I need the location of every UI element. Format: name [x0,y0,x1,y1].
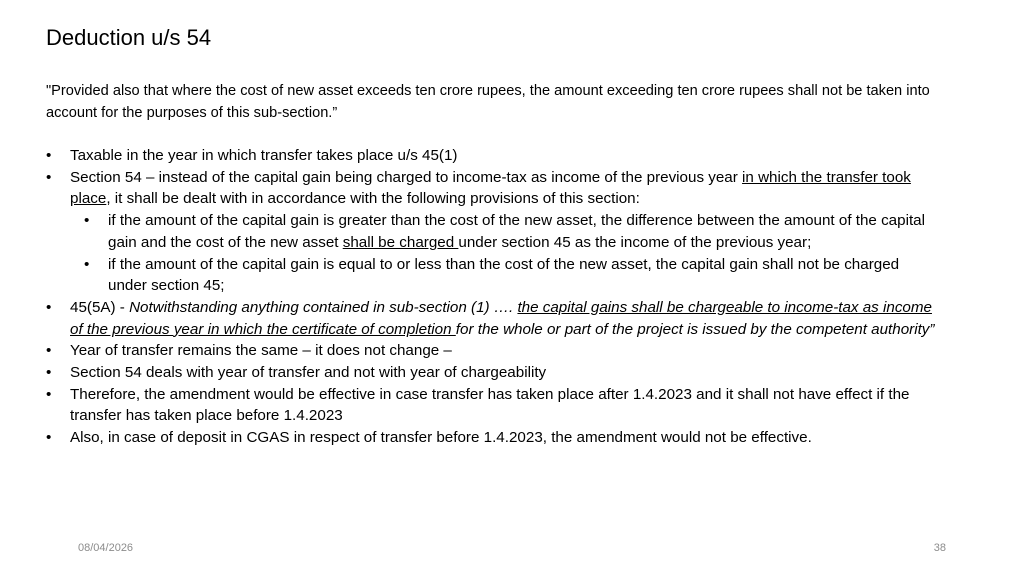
slide-title: Deduction u/s 54 [46,25,212,50]
page-number: 38 [933,542,946,554]
underlined-text: in which the transfer took place [70,168,911,208]
quote-paragraph: "Provided also that where the cost of new asset exceeds ten crore rupees, the amount exceeding ten crore rupees shall not be taken into account for the purposes of this sub-section.” [46,83,930,121]
sub-bullet-list [70,210,936,297]
bullet-taxable-year: • Taxable in the year in which transfer takes place u/s 45(1) [46,145,936,167]
bullet-text: if the amount of the capital gain is greater than the cost of the new asset, the difference between the amount of the capital gain and the cost of the new asset [108,212,925,251]
bullet-list [46,145,936,449]
bullet-section-54-deals: • Section 54 deals with year of transfer and not with year of chargeability [46,362,936,384]
bullet-text: , it shall be dealt with in accordance with the following provisions of this section: [106,190,640,208]
sub-bullet-greater [70,210,936,253]
footer-date: 08/04/2026 [78,542,134,554]
bullet-text: 45(5A) - [70,298,130,316]
italic-text: for the whole or part of the project is issued by the competent authority” [455,320,935,338]
bullet-section-54 [46,167,936,297]
italic-text: Notwithstanding anything contained in sub-section (1) …. [129,298,518,316]
underlined-text: shall be charged [342,233,459,251]
bullet-amendment-effective: • Therefore, the amendment would be effective in case transfer has taken place after 1.4.2023 and it shall not have effect if the transfer has taken place before 1.4.2023 [46,384,936,427]
sub-bullet-equal-or-less: • if the amount of the capital gain is equal to or less than the cost of the new asset, the capital gain shall not be charged under section 45; [70,254,936,297]
bullet-text: Section 54 – instead of the capital gain being charged to income-tax as income of the previous year [70,168,743,186]
bullet-text: under section 45 as the income of the previous year; [458,233,812,251]
bullet-year-of-transfer: • Year of transfer remains the same – it does not change – [46,340,936,362]
bullet-cgas: • Also, in case of deposit in CGAS in respect of transfer before 1.4.2023, the amendment would not be effective. [46,427,936,449]
underlined-italic-text: the capital gains shall be chargeable to income-tax as income of the previous year in which the certificate of completion [70,298,932,338]
bullet-45-5a [46,297,936,340]
